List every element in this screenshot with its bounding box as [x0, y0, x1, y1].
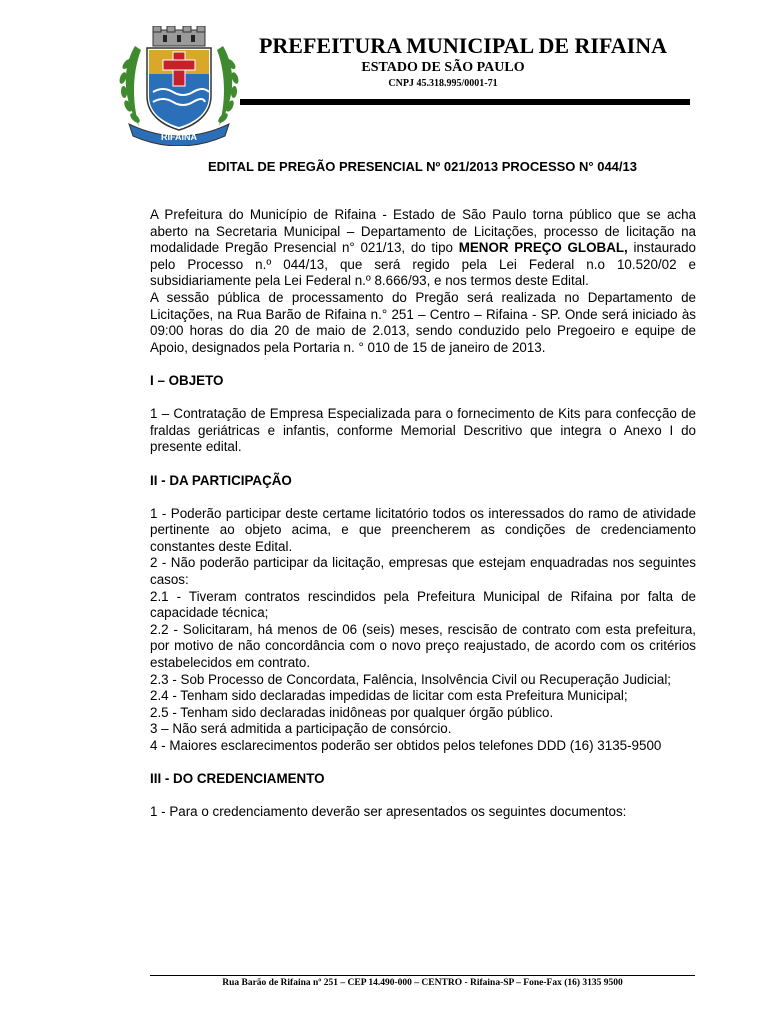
participacao-item: 2.3 - Sob Processo de Concordata, Falência, Insolvência Civil ou Recuperação Judicial;	[150, 671, 672, 687]
intro-text: A Prefeitura do Município de Rifaina - Estado de São Paulo torna público que se acha aberto na Secretaria Municipal – Departamento de Licitações, processo de licitação na modalidade Pregão Presencial n° 021/13, do tipo	[150, 207, 696, 256]
objeto-item: 1 – Contratação de Empresa Especializada para o fornecimento de Kits para confecção de fraldas geriátricas e infantis, conforme Memorial Descritivo que integra o Anexo I do presente edital.	[150, 406, 696, 455]
section-heading-participacao: II - DA PARTICIPAÇÃO	[150, 472, 292, 488]
intro-bold-text: MENOR PREÇO GLOBAL,	[458, 240, 628, 256]
section-heading-credenciamento: III - DO CREDENCIAMENTO	[150, 771, 325, 787]
cnpj-label: CNPJ 45.318.995/0001-71	[388, 78, 498, 89]
municipal-crest-icon	[113, 26, 245, 146]
participacao-item: 4 - Maiores esclarecimentos poderão ser obtidos pelos telefones DDD (16) 3135-9500	[150, 738, 662, 753]
header-divider	[240, 99, 690, 105]
intro-paragraph-2: A sessão pública de processamento do Pregão será realizada no Departamento de Licitações, na Rua Barão de Rifaina n.° 251 – Centro – Rifaina - SP. Onde será iniciado às 09:00 horas do dia 20 de maio de 2.013, sendo conduzido pelo Pregoeiro e equipe de Apoio, designados pela Portaria n. ° 010 de 15 de janeiro de 2013.	[150, 289, 696, 355]
state-subtitle: ESTADO DE SÃO PAULO	[361, 60, 525, 75]
edital-title: EDITAL DE PREGÃO PRESENCIAL Nº 021/2013 PROCESSO N° 044/13	[208, 159, 637, 174]
participacao-item: 2.2 - Solicitaram, há menos de 06 (seis) meses, rescisão de contrato com esta prefeitura, por motivo de não concordância com o novo preço reajustado, de acordo com os critérios estabelecidos em contrato.	[150, 621, 696, 671]
intro-paragraph-1	[150, 207, 696, 290]
footer-address: Rua Barão de Rifaina nº 251 – CEP 14.490-000 – CENTRO - Rifaina-SP – Fone-Fax (16) 3135 9500	[222, 978, 623, 988]
participacao-item: 2 - Não poderão participar da licitação, empresas que estejam enquadradas nos seguintes casos:	[150, 555, 696, 588]
footer-divider	[150, 975, 695, 976]
participacao-item: 1 - Poderão participar deste certame licitatório todos os interessados do ramo de atividade pertinente ao objeto acima, e que preencherem as condições de credenciamento constantes deste Edital.	[150, 505, 696, 554]
document-body	[150, 207, 696, 821]
credenciamento-item: 1 - Para o credenciamento deverão ser apresentados os seguintes documentos:	[150, 804, 627, 820]
intro-text-continued: instaurado pelo Processo n.º 044/13, que será regido pela Lei Federal n.o 10.520/02 e subsidiariamente pela Lei Federal n.º 8.666/93, e nos termos deste Edital.	[150, 240, 696, 289]
participacao-item: 2.4 - Tenham sido declaradas impedidas de licitar com esta Prefeitura Municipal;	[150, 688, 628, 704]
page-title: PREFEITURA MUNICIPAL DE RIFAINA	[258, 33, 668, 58]
crest-banner-text: RIFAINA	[161, 132, 197, 142]
participacao-item: 3 – Não será admitida a participação de consórcio.	[150, 721, 452, 737]
participacao-item: 2.1 - Tiveram contratos rescindidos pela Prefeitura Municipal de Rifaina por falta de capacidade técnica;	[150, 588, 696, 621]
participacao-item: 2.5 - Tenham sido declaradas inidôneas por qualquer órgão público.	[150, 704, 554, 720]
section-heading-objeto: I – OBJETO	[150, 372, 224, 388]
